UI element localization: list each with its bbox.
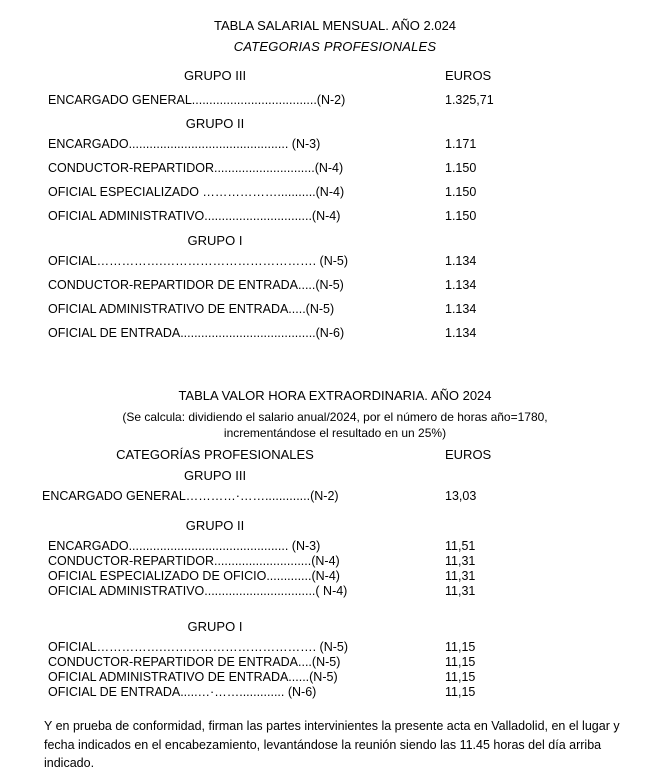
section1-group3-header: GRUPO III [183, 68, 247, 83]
table-row [20, 670, 650, 684]
row-value: 1.150 [445, 185, 477, 199]
row-value: 11,15 [445, 640, 476, 655]
row-label: CONDUCTOR-REPARTIDOR............................(N-4) [48, 554, 340, 569]
section1-euros-header: EUROS [445, 68, 492, 83]
row-label: ENCARGADO.............................................. (N-3) [48, 137, 321, 151]
row-value: 1.171 [445, 137, 477, 151]
overtime-table-section [20, 388, 650, 699]
table-row [20, 489, 650, 503]
section2-group3-header-row [20, 468, 650, 483]
row-label: OFICIAL ADMINISTRATIVO................................( N-4) [48, 584, 348, 599]
row-value: 11,31 [445, 584, 476, 599]
section1-column-headers [20, 68, 650, 83]
table-row [20, 539, 650, 553]
table-row [20, 655, 650, 669]
section2-note-line2: incrementándose el resultado en un 25%) [223, 426, 447, 441]
row-label: CONDUCTOR-REPARTIDOR DE ENTRADA.....(N-5) [48, 278, 344, 292]
row-label: OFICIAL ADMINISTRATIVO DE ENTRADA......(N-5) [48, 670, 338, 685]
section2-group1-header: GRUPO I [187, 619, 243, 635]
row-value: 1.150 [445, 161, 477, 175]
row-label: OFICIAL…………….………………………………. (N-5) [48, 254, 349, 268]
row-label: OFICIAL ADMINISTRATIVO...............................(N-4) [48, 209, 341, 223]
row-value: 11,51 [445, 539, 476, 554]
section1-group2-header: GRUPO II [185, 116, 245, 131]
row-value: 1.150 [445, 209, 477, 223]
section1-group2-header-row [20, 116, 650, 131]
row-label: ENCARGADO GENERAL....................................(N-2) [48, 93, 346, 107]
table-row [20, 326, 650, 340]
table-row [20, 554, 650, 568]
section2-group3-header: GRUPO III [183, 468, 247, 484]
salary-table-section [20, 18, 650, 340]
row-label: ENCARGADO.............................................. (N-3) [48, 539, 321, 554]
row-label: OFICIAL…………….………………………………. (N-5) [48, 640, 349, 655]
row-value: 1.134 [445, 254, 477, 268]
row-label: OFICIAL DE ENTRADA.....…·……............. (N-6) [48, 685, 317, 700]
table-row [20, 302, 650, 316]
table-row [20, 161, 650, 175]
row-label: OFICIAL ESPECIALIZADO ………………...........(N-4) [48, 185, 345, 199]
table-row [20, 569, 650, 583]
section1-title: TABLA SALARIAL MENSUAL. AÑO 2.024 [213, 18, 457, 33]
row-value: 1.325,71 [445, 93, 494, 107]
row-value: 13,03 [445, 489, 477, 504]
table-row [20, 584, 650, 598]
section2-group2-header-row [20, 518, 650, 533]
row-value: 1.134 [445, 278, 477, 292]
row-label: OFICIAL ESPECIALIZADO DE OFICIO.............(N-4) [48, 569, 340, 584]
closing-paragraph: Y en prueba de conformidad, firman las partes intervinientes la presente acta en Valladolid, en el lugar y fecha indicados en el encabezamiento, levantándose la reunión siendo las 11.45 horas del día arriba indicado. [44, 719, 620, 770]
table-row [20, 185, 650, 199]
section2-group1-header-row [20, 619, 650, 634]
table-row [20, 685, 650, 699]
row-label: ENCARGADO GENERAL…………·…….............(N-2) [42, 489, 339, 504]
row-label: CONDUCTOR-REPARTIDOR.............................(N-4) [48, 161, 344, 175]
section2-title: TABLA VALOR HORA EXTRAORDINARIA. AÑO 2024 [178, 388, 492, 403]
row-value: 11,15 [445, 655, 476, 670]
row-value: 1.134 [445, 302, 477, 316]
section2-euros-header: EUROS [445, 447, 492, 463]
section2-note [20, 409, 650, 441]
section2-subtitle: CATEGORÍAS PROFESIONALES [116, 447, 314, 463]
section1-group1-header-row [20, 233, 650, 248]
row-value: 11,15 [445, 670, 476, 685]
table-row [20, 93, 650, 107]
row-value: 11,31 [445, 569, 476, 584]
row-value: 1.134 [445, 326, 477, 340]
row-label: OFICIAL ADMINISTRATIVO DE ENTRADA.....(N-5) [48, 302, 335, 316]
section1-group1-header: GRUPO I [187, 233, 243, 248]
section2-subtitle-row [20, 447, 650, 462]
row-label: OFICIAL DE ENTRADA.......................................(N-6) [48, 326, 345, 340]
section2-note-line1: (Se calcula: dividiendo el salario anual/2024, por el número de horas año=1780, [122, 410, 548, 424]
section2-group2-header: GRUPO II [185, 518, 245, 534]
row-label: CONDUCTOR-REPARTIDOR DE ENTRADA....(N-5) [48, 655, 341, 670]
row-value: 11,31 [445, 554, 476, 569]
table-row [20, 640, 650, 654]
section1-subtitle: CATEGORIAS PROFESIONALES [233, 39, 437, 54]
table-row [20, 137, 650, 151]
table-row [20, 209, 650, 223]
row-value: 11,15 [445, 685, 476, 700]
table-row [20, 254, 650, 268]
table-row [20, 278, 650, 292]
